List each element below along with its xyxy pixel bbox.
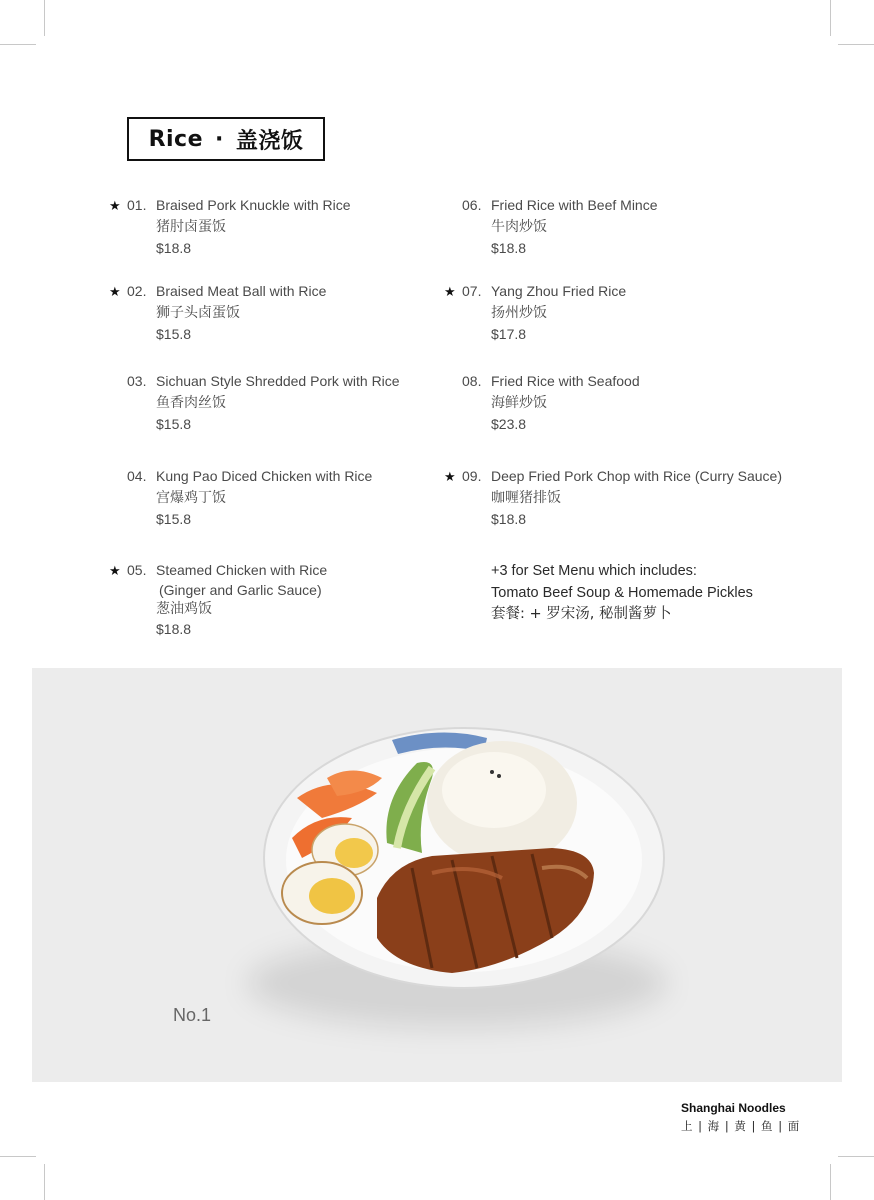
item-number: 07.	[462, 283, 482, 299]
item-number: 06.	[462, 197, 482, 213]
item-price: $23.8	[491, 416, 527, 432]
star-icon: ★	[109, 563, 121, 578]
egg-yolk	[309, 878, 355, 914]
set-menu-line2: Tomato Beef Soup & Homemade Pickles	[491, 584, 753, 601]
brand-footer	[681, 1101, 800, 1134]
set-menu-line1: +3 for Set Menu which includes:	[491, 563, 697, 579]
egg-yolk	[335, 838, 373, 868]
item-number: 04.	[127, 468, 147, 484]
rice-highlight	[442, 752, 546, 828]
item-number: 01.	[127, 197, 147, 213]
item-price: $18.8	[156, 240, 192, 256]
item-name-en: Fried Rice with Beef Mince	[491, 197, 658, 213]
crop-mark-top-left-v	[44, 0, 45, 36]
crop-mark-bottom-right-h	[838, 1156, 874, 1157]
crop-mark-top-right-v	[830, 0, 831, 36]
photo-caption: No.1	[173, 1005, 212, 1025]
item-name-zh: 咖喱猪排饭	[491, 489, 561, 506]
item-name-zh: 海鲜炒饭	[491, 394, 547, 411]
item-name-zh: 鱼香肉丝饭	[156, 394, 226, 411]
item-price: $17.8	[491, 326, 527, 342]
crop-mark-bottom-left-h	[0, 1156, 36, 1157]
crop-mark-top-right-h	[838, 44, 874, 45]
section-title-dot: ·	[215, 126, 224, 152]
star-icon: ★	[109, 284, 121, 299]
section-title-en: Rice	[148, 126, 204, 152]
item-name-en: Fried Rice with Seafood	[491, 373, 640, 389]
brand-name-zh: 上 | 海 | 黄 | 鱼 | 面	[681, 1119, 801, 1133]
sesame-seed	[490, 770, 494, 774]
crop-mark-top-left-h	[0, 44, 36, 45]
crop-mark-bottom-right-v	[830, 1164, 831, 1200]
item-name-en: Braised Meat Ball with Rice	[156, 283, 327, 299]
item-name-zh: 扬州炒饭	[491, 304, 547, 321]
set-menu-note	[491, 561, 753, 626]
item-price: $18.8	[491, 511, 527, 527]
item-price: $15.8	[156, 416, 192, 432]
item-name-en: Braised Pork Knuckle with Rice	[156, 197, 351, 213]
section-title	[127, 117, 325, 161]
item-name-en: Kung Pao Diced Chicken with Rice	[156, 468, 373, 484]
item-price: $18.8	[156, 620, 192, 637]
item-name-zh: 宫爆鸡丁饭	[156, 489, 226, 506]
item-price: $18.8	[491, 240, 527, 256]
item-name-zh: 葱油鸡饭	[156, 601, 212, 617]
item-name-zh: 狮子头卤蛋饭	[156, 304, 240, 321]
item-name-en: Deep Fried Pork Chop with Rice (Curry Sauce)	[491, 468, 782, 484]
item-number: 03.	[127, 373, 147, 389]
item-number: 05.	[127, 562, 147, 578]
brand-name-en: Shanghai Noodles	[681, 1101, 786, 1115]
item-name-en-note: (Ginger and Garlic Sauce)	[159, 581, 322, 598]
star-icon: ★	[109, 198, 121, 213]
set-menu-line3: 套餐: + 罗宋汤, 秘制酱萝卜	[491, 606, 672, 622]
star-icon: ★	[444, 284, 456, 299]
item-name-en: Yang Zhou Fried Rice	[491, 283, 627, 299]
section-title-zh: 盖浇饭	[235, 128, 304, 154]
item-name-en: Steamed Chicken with Rice	[156, 562, 328, 578]
item-name-zh: 牛肉炒饭	[491, 218, 547, 235]
plate-illustration	[32, 668, 842, 1082]
item-name-en: Sichuan Style Shredded Pork with Rice	[156, 373, 400, 389]
star-icon: ★	[444, 469, 456, 484]
item-number: 09.	[462, 468, 482, 484]
item-name-zh: 猪肘卤蛋饭	[156, 218, 226, 235]
item-number: 08.	[462, 373, 482, 389]
item-price: $15.8	[156, 511, 192, 527]
crop-mark-bottom-left-v	[44, 1164, 45, 1200]
sesame-seed	[497, 774, 501, 778]
item-number: 02.	[127, 283, 147, 299]
item-price: $15.8	[156, 326, 192, 342]
food-photo	[32, 668, 842, 1082]
